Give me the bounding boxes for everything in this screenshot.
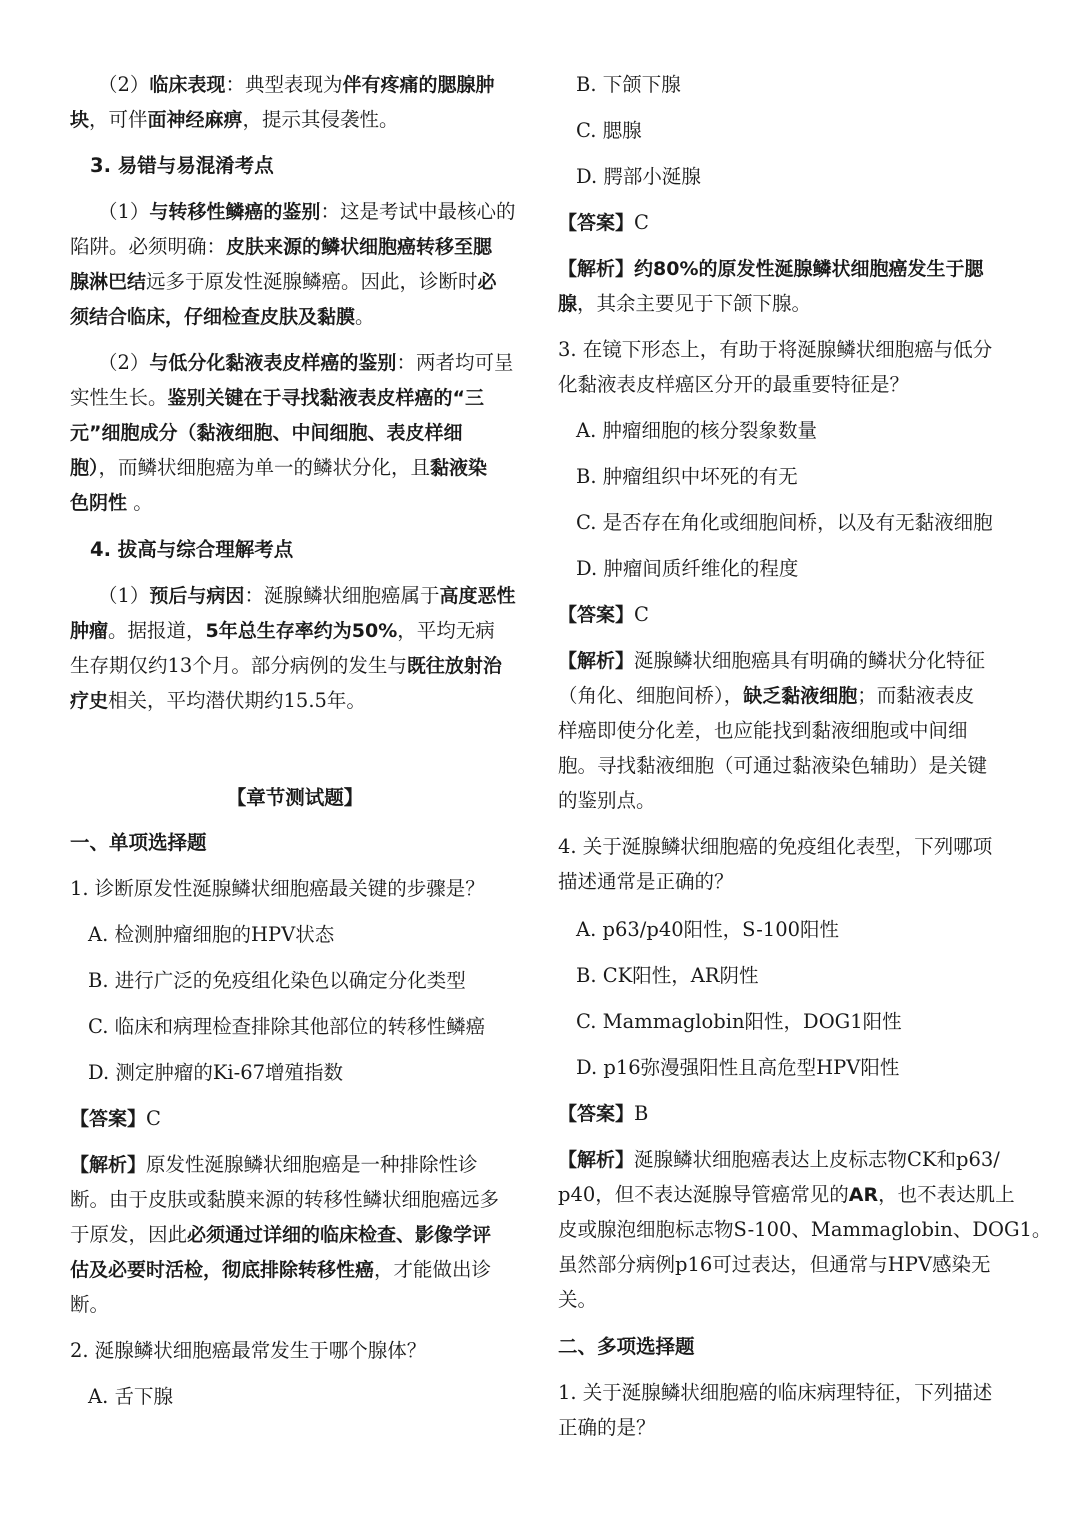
question-4-explanation-line3: 皮或腺泡细胞标志物S-100、Mammaglobin、DOG1。 [558,1218,1052,1241]
paragraph-metastatic-line2: 陷阱。必须明确：皮肤来源的鳞状细胞癌转移至腮 [70,235,493,258]
question-2-explanation-line2: 腺，其余主要见于下颌下腺。 [558,292,812,315]
question-4-explanation-line5: 关。 [558,1288,598,1311]
question-2: 2. 涎腺鳞状细胞癌最常发生于哪个腺体？ [70,1339,427,1362]
question-3-explanation-line1: 【解析】涎腺鳞状细胞癌具有明确的鳞状分化特征 [558,649,986,672]
heading-4: 4. 拔高与综合理解考点 [90,538,294,561]
question-4-line1: 4. 关于涎腺鳞状细胞癌的免疫组化表型，下列哪项 [558,835,993,858]
question-2-answer: 【答案】C [558,211,649,234]
question-3-answer: 【答案】C [558,603,649,626]
question-3-explanation-line3: 样癌即使分化差，也应能找到黏液细胞或中间细 [558,719,968,742]
paragraph-prognosis-line4: 疗史相关，平均潜伏期约15.5年。 [70,689,366,712]
question-1-option-c: C. 临床和病理检查排除其他部位的转移性鳞癌 [88,1015,486,1038]
paragraph-metastatic-line4: 须结合临床，仔细检查皮肤及黏膜。 [70,305,375,328]
paragraph-mucoepidermoid-line3: 元”细胞成分（黏液细胞、中间细胞、表皮样细 [70,422,463,444]
question-1: 1. 诊断原发性涎腺鳞状细胞癌最关键的步骤是？ [70,877,485,900]
paragraph-prognosis-line3: 生存期仅约13个月。部分病例的发生与既往放射治 [70,654,502,677]
heading-3: 3. 易错与易混淆考点 [90,154,274,177]
question-3-option-a: A. 肿瘤细胞的核分裂象数量 [576,419,817,442]
question-3-explanation-line4: 胞。寻找黏液细胞（可通过黏液染色辅助）是关键 [558,754,988,777]
question-3-line2: 化黏液表皮样癌区分开的最重要特征是？ [558,373,910,396]
question-4-option-c: C. Mammaglobin阳性，DOG1阳性 [576,1010,902,1033]
question-2-option-c: C. 腮腺 [576,119,642,142]
paragraph-mucoepidermoid-line1: （2）与低分化黏液表皮样癌的鉴别：两者均可呈 [98,351,514,374]
question-3-option-c: C. 是否存在角化或细胞间桥，以及有无黏液细胞 [576,511,993,534]
question-1-option-b: B. 进行广泛的免疫组化染色以确定分化类型 [88,969,466,992]
question-3-option-b: B. 肿瘤组织中坏死的有无 [576,465,798,488]
paragraph-prognosis-line1: （1）预后与病因：涎腺鳞状细胞癌属于高度恶性 [98,584,516,607]
paragraph-clinical-line1: （2）临床表现：典型表现为伴有疼痛的腮腺肿 [98,73,495,96]
paragraph-metastatic-line3: 腺淋巴结远多于原发性涎腺鳞癌。因此，诊断时必 [70,270,497,293]
question-4-option-d: D. p16弥漫强阳性且高危型HPV阳性 [576,1056,900,1079]
question-2-option-d: D. 腭部小涎腺 [576,165,701,188]
paragraph-mucoepidermoid-line2: 实性生长。鉴别关键在于寻找黏液表皮样癌的“三 [70,386,485,409]
multi-question-1-line1: 1. 关于涎腺鳞状细胞癌的临床病理特征，下列描述 [558,1381,993,1404]
question-2-option-a: A. 舌下腺 [88,1385,173,1408]
paragraph-metastatic-line1: （1）与转移性鳞癌的鉴别：这是考试中最核心的 [98,200,516,223]
multi-question-1-line2: 正确的是？ [558,1416,656,1439]
paragraph-mucoepidermoid-line5: 色阴性 。 [70,491,153,514]
question-3-explanation-line5: 的鉴别点。 [558,789,656,812]
question-1-option-d: D. 测定肿瘤的Ki-67增殖指数 [88,1061,344,1084]
question-4-answer: 【答案】B [558,1102,649,1125]
paragraph-clinical-line2: 块，可伴面神经麻痹，提示其侵袭性。 [70,108,399,131]
question-1-explanation-line5: 断。 [70,1293,110,1316]
question-2-explanation-line1: 【解析】约80%的原发性涎腺鳞状细胞癌发生于腮 [558,258,984,280]
question-1-explanation-line2: 断。由于皮肤或黏膜来源的转移性鳞状细胞癌远多 [70,1188,500,1211]
question-1-option-a: A. 检测肿瘤细胞的HPV状态 [88,923,335,946]
paragraph-mucoepidermoid-line4: 胞），而鳞状细胞癌为单一的鳞状分化，且黏液染 [70,456,488,479]
question-1-explanation-line3: 于原发，因此必须通过详细的临床检查、影像学评 [70,1223,492,1246]
question-3-explanation-line2: （角化、细胞间桥），缺乏黏液细胞；而黏液表皮 [558,684,975,707]
question-4-explanation-line1: 【解析】涎腺鳞状细胞癌表达上皮标志物CK和p63/ [558,1148,1000,1171]
question-1-answer: 【答案】C [70,1107,161,1130]
question-4-option-a: A. p63/p40阳性，S-100阳性 [576,918,840,941]
question-1-explanation-line1: 【解析】原发性涎腺鳞状细胞癌是一种排除性诊 [70,1153,478,1176]
chapter-test-title: 【章节测试题】 [226,786,364,809]
section-single-choice: 一、单项选择题 [70,831,207,854]
question-4-line2: 描述通常是正确的？ [558,870,734,893]
question-2-option-b: B. 下颌下腺 [576,73,681,96]
question-4-explanation-line2: p40，但不表达涎腺导管癌常见的AR，也不表达肌上 [558,1183,1015,1206]
question-3-line1: 3. 在镜下形态上，有助于将涎腺鳞状细胞癌与低分 [558,338,993,361]
section-multiple-choice: 二、多项选择题 [558,1335,695,1358]
question-1-explanation-line4: 估及必要时活检，彻底排除转移性癌，才能做出诊 [70,1258,492,1281]
question-4-option-b: B. CK阳性，AR阴性 [576,964,759,987]
paragraph-prognosis-line2: 肿瘤。据报道，5年总生存率约为50%，平均无病 [70,619,495,642]
question-3-option-d: D. 肿瘤间质纤维化的程度 [576,557,799,580]
question-4-explanation-line4: 虽然部分病例p16可过表达，但通常与HPV感染无 [558,1253,991,1276]
